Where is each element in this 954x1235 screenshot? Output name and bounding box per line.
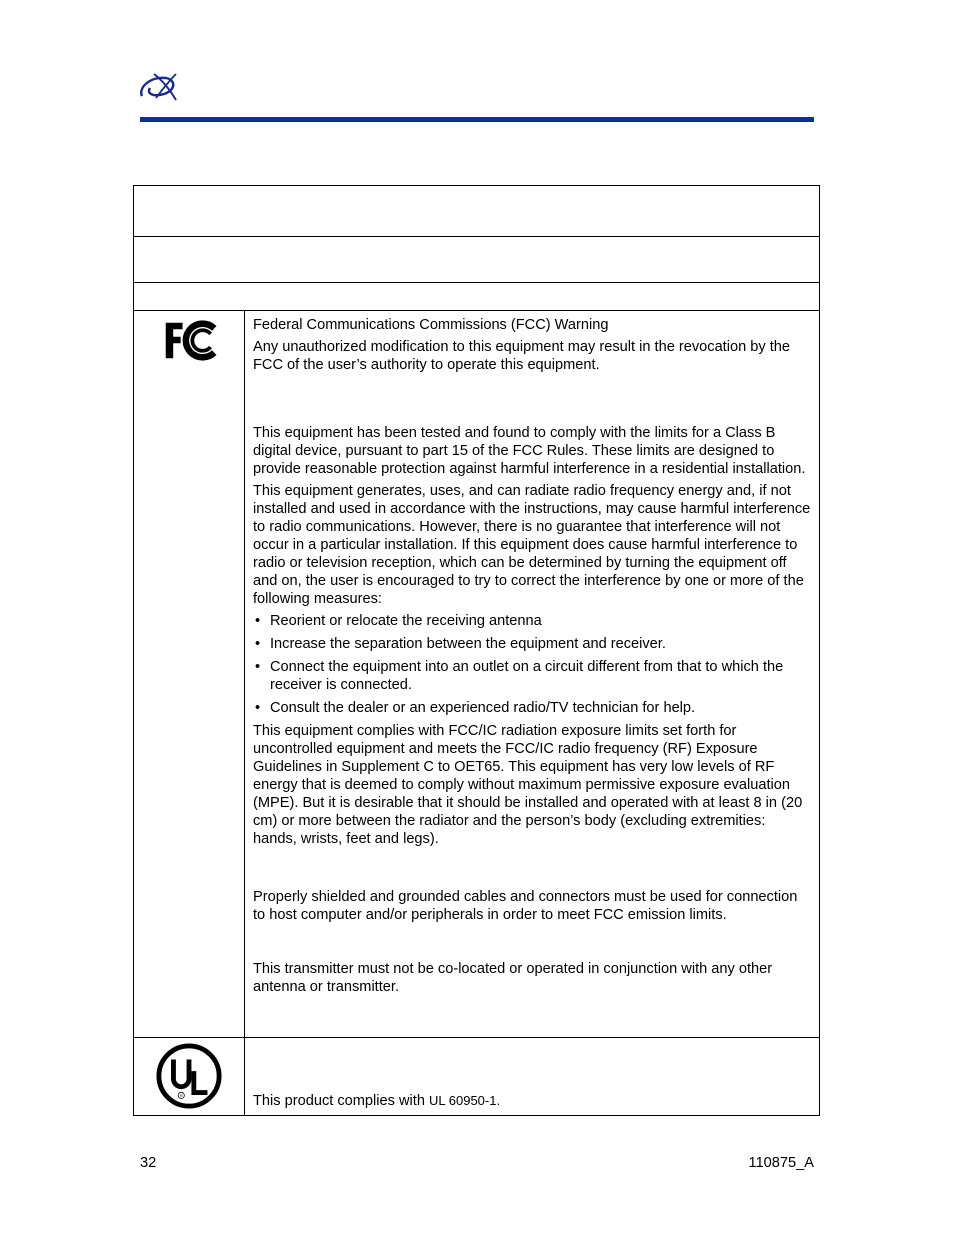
compliance-table	[133, 185, 820, 1116]
svg-text:R: R	[179, 1092, 183, 1098]
list-item: • Connect the equipment into an outlet on a circuit different from that to which the receiver is connected.	[253, 658, 811, 694]
ul-period: .	[496, 1093, 501, 1108]
fcc-icon-cell	[134, 311, 245, 1037]
fcc-paragraph-interference: This equipment generates, uses, and can radiate radio frequency energy and, if not installed and used in accordance with the instructions, may cause harmful interference to radio communications. However, there is no guarantee that interference will not occur in a particular installation. If this equipment does cause harmful interference to radio or television reception, which can be determined by turning the equipment off and on, the user is encouraged to try to correct the interference by one or more of the following measures:	[253, 483, 811, 607]
fcc-measures-list	[253, 612, 811, 717]
ul-listed-logo-icon	[155, 1042, 223, 1110]
fcc-paragraph-rf-exposure: This equipment complies with FCC/IC radiation exposure limits set forth for uncontrolled equipment and meets the FCC/IC radio frequency (RF) Exposure Guidelines in Supplement C to OET65. This equipment has very low levels of RF energy that is deemed to comply without maximum permissive exposure evaluation (MPE). But it is desirable that it should be installed and operated with at least 8 in (20 cm) or more between the radiator and the person’s body (excluding extremities: hands, wrists, feet and legs).	[253, 723, 803, 847]
table-row-empty-3	[134, 283, 819, 311]
fcc-paragraph-modification: Any unauthorized modification to this equipment may result in the revocation by the FCC of the user’s authority to operate this equipment.	[253, 339, 791, 373]
list-item: • Consult the dealer or an experienced radio/TV technician for help.	[253, 699, 811, 717]
ul-compliance-text: This product complies with	[253, 1093, 430, 1109]
fcc-logo-icon	[162, 319, 218, 362]
list-item: • Reorient or relocate the receiving antenna	[253, 612, 811, 630]
fcc-warning-title: Federal Communications Commissions (FCC) Warning	[253, 317, 609, 333]
ul-text-cell	[245, 1038, 819, 1115]
ul-standard: UL 60950-1	[429, 1093, 497, 1108]
fcc-section	[134, 311, 819, 1038]
fcc-text-cell	[245, 311, 819, 1037]
fcc-paragraph-class-b: This equipment has been tested and found to comply with the limits for a Class B digital device, pursuant to part 15 of the FCC Rules. These limits are designed to provide reasonable protection against harmful interference in a residential installation.	[253, 425, 806, 477]
list-item: • Increase the separation between the equipment and receiver.	[253, 635, 811, 653]
page-number: 32	[140, 1155, 157, 1171]
ul-section	[134, 1038, 819, 1115]
brand-swirl-icon	[136, 70, 182, 102]
fcc-paragraph-cables: Properly shielded and grounded cables and connectors must be used for connection to host computer and/or peripherals in order to meet FCC emission limits.	[253, 889, 798, 923]
header-rule	[140, 117, 814, 122]
table-row-empty-2	[134, 237, 819, 283]
ul-icon-cell	[134, 1038, 245, 1115]
table-row-empty-1	[134, 186, 819, 237]
fcc-paragraph-colocation: This transmitter must not be co-located or operated in conjunction with any other antenna or transmitter.	[253, 961, 773, 995]
document-id: 110875_A	[748, 1155, 814, 1171]
